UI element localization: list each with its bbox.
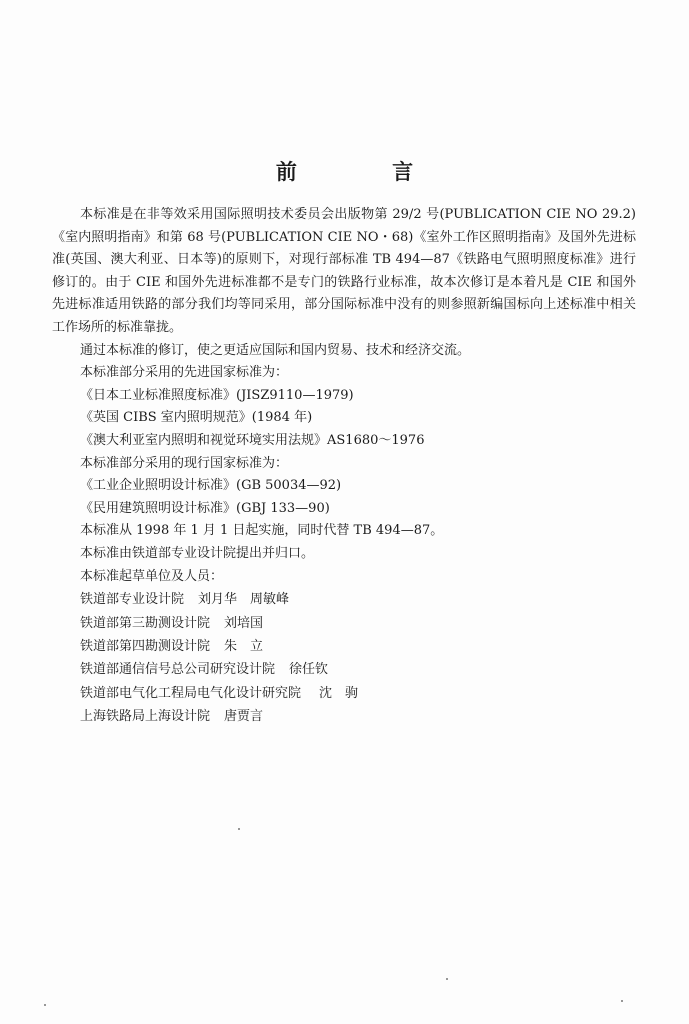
drafter-row — [52, 588, 636, 611]
drafter-row — [52, 682, 636, 705]
effective-date-statement: 本标准从 1998 年 1 月 1 日起实施，同时代替 TB 494—87。 — [80, 523, 444, 539]
foreign-standards-heading: 本标准部分采用的先进国家标准为： — [80, 365, 289, 381]
scan-speck — [238, 828, 240, 830]
drafter-people: 唐贾言 — [224, 709, 264, 725]
drafters-heading: 本标准起草单位及人员： — [80, 568, 224, 584]
national-standard-item: 《民用建筑照明设计标准》(GBJ 133—90) — [80, 500, 330, 516]
drafter-row — [52, 635, 636, 658]
drafter-row — [52, 658, 636, 681]
scan-speck — [446, 978, 448, 980]
drafter-row — [52, 612, 636, 635]
document-body — [52, 204, 636, 729]
drafter-people: 刘培国 — [224, 615, 264, 631]
proposer-statement: 本标准由铁道部专业设计院提出并归口。 — [80, 545, 315, 561]
foreign-standard-item: 《英国 CIBS 室内照明规范》(1984 年) — [80, 410, 313, 426]
drafter-unit: 铁道部专业设计院 — [80, 592, 185, 608]
scan-speck — [44, 1004, 46, 1006]
drafter-people: 沈 驹 — [319, 685, 359, 701]
national-standards-heading: 本标准部分采用的现行国家标准为： — [80, 455, 289, 471]
foreign-standard-item: 《日本工业标准照度标准》(JISZ9110—1979) — [80, 387, 354, 403]
page-title: 前 言 — [275, 160, 458, 184]
scan-speck — [621, 1000, 623, 1002]
national-standard-item: 《工业企业照明设计标准》(GB 50034—92) — [80, 478, 342, 494]
drafter-unit: 铁道部第四勘测设计院 — [80, 638, 211, 654]
drafter-people: 朱 立 — [224, 638, 264, 654]
drafter-unit: 铁道部电气化工程局电气化设计研究院 — [80, 685, 302, 701]
drafter-unit: 铁道部通信信号总公司研究设计院 — [80, 662, 276, 678]
drafter-unit: 上海铁路局上海设计院 — [80, 709, 211, 725]
drafter-row — [52, 705, 636, 728]
foreign-standard-item: 《澳大利亚室内照明和视觉环境实用法规》AS1680～1976 — [80, 432, 425, 448]
drafter-unit: 铁道部第三勘测设计院 — [80, 615, 211, 631]
drafter-people: 徐任钦 — [289, 662, 329, 678]
purpose-paragraph: 通过本标准的修订，使之更适应国际和国内贸易、技术和经济交流。 — [80, 342, 471, 358]
drafter-people: 刘月华 周敏峰 — [198, 592, 290, 608]
intro-paragraph: 本标准是在非等效采用国际照明技术委员会出版物第 29/2 号(PUBLICATION CIE NO 29.2)《室内照明指南》和第 68 号(PUBLICATION CIE NO・68)《室外工作区照明指南》及国外先进标准(英国、澳大利亚、日本等)的原则下，对现行部标准 TB 494—87《铁路电气照明照度标准》进行修订的。由于 CIE 和国外先进标准都不是专门的铁路行业标准，故本次修订是本着凡是 CIE 和国外先进标准适用铁路的部分我们均等同采用，部分国际标准中没有的则参照新编国标向上述标准中相关工作场所的标准靠拢。 — [52, 207, 636, 335]
